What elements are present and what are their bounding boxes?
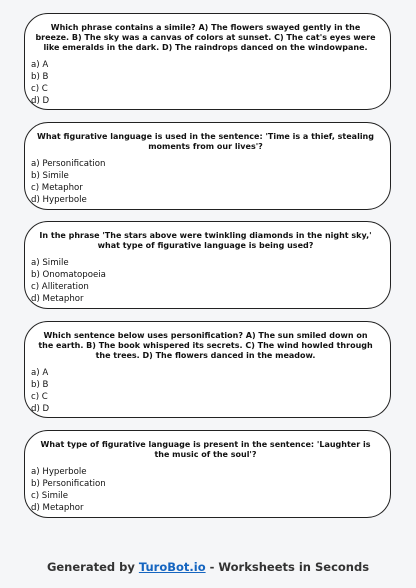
option-d: d) Metaphor: [31, 294, 84, 304]
option-b: b) B: [31, 380, 49, 390]
option-a: a) Simile: [31, 258, 69, 268]
question-text: Which phrase contains a simile? A) The flowers swayed gently in the breeze. B) The sky was a canvas of colors at sunset. C) The cat's eyes were like emeralds in the dark. D) The raindrops danced on the windowpane.: [35, 23, 376, 52]
footer: [0, 560, 416, 574]
option-c: c) C: [31, 84, 48, 94]
footer-suffix: - Worksheets in Seconds: [209, 560, 370, 574]
option-d: d) D: [31, 404, 50, 414]
question-card-5: [24, 430, 391, 518]
question-card-4: [24, 321, 391, 418]
option-a: a) Hyperbole: [31, 467, 87, 477]
question-card-2: [24, 122, 391, 210]
option-c: c) Simile: [31, 491, 69, 501]
question-card-1: [24, 13, 391, 110]
footer-prefix: Generated by: [46, 560, 135, 574]
option-d: d) Hyperbole: [31, 195, 87, 205]
option-b: b) Simile: [31, 171, 69, 181]
turobot-link[interactable]: TuroBot.io: [138, 560, 206, 574]
option-b: b) Onomatopoeia: [31, 270, 106, 280]
option-d: d) D: [31, 96, 50, 106]
question-text: In the phrase 'The stars above were twinkling diamonds in the night sky,' what type of figurative language is being used?: [39, 231, 372, 250]
option-b: b) B: [31, 72, 49, 82]
option-c: c) Alliteration: [31, 282, 89, 292]
option-c: c) C: [31, 392, 48, 402]
option-a: a) Personification: [31, 159, 106, 169]
option-d: d) Metaphor: [31, 503, 84, 513]
question-text: Which sentence below uses personification? A) The sun smiled down on the earth. B) The book whispered its secrets. C) The wind howled through the trees. D) The flowers danced in the meadow.: [38, 331, 373, 360]
option-a: a) A: [31, 368, 49, 378]
option-c: c) Metaphor: [31, 183, 83, 193]
question-text: What type of figurative language is present in the sentence: 'Laughter is the music of the soul'?: [40, 440, 371, 459]
question-card-3: [24, 221, 391, 309]
option-b: b) Personification: [31, 479, 106, 489]
question-text: What figurative language is used in the sentence: 'Time is a thief, stealing moments from our lives'?: [37, 132, 374, 151]
option-a: a) A: [31, 60, 49, 70]
